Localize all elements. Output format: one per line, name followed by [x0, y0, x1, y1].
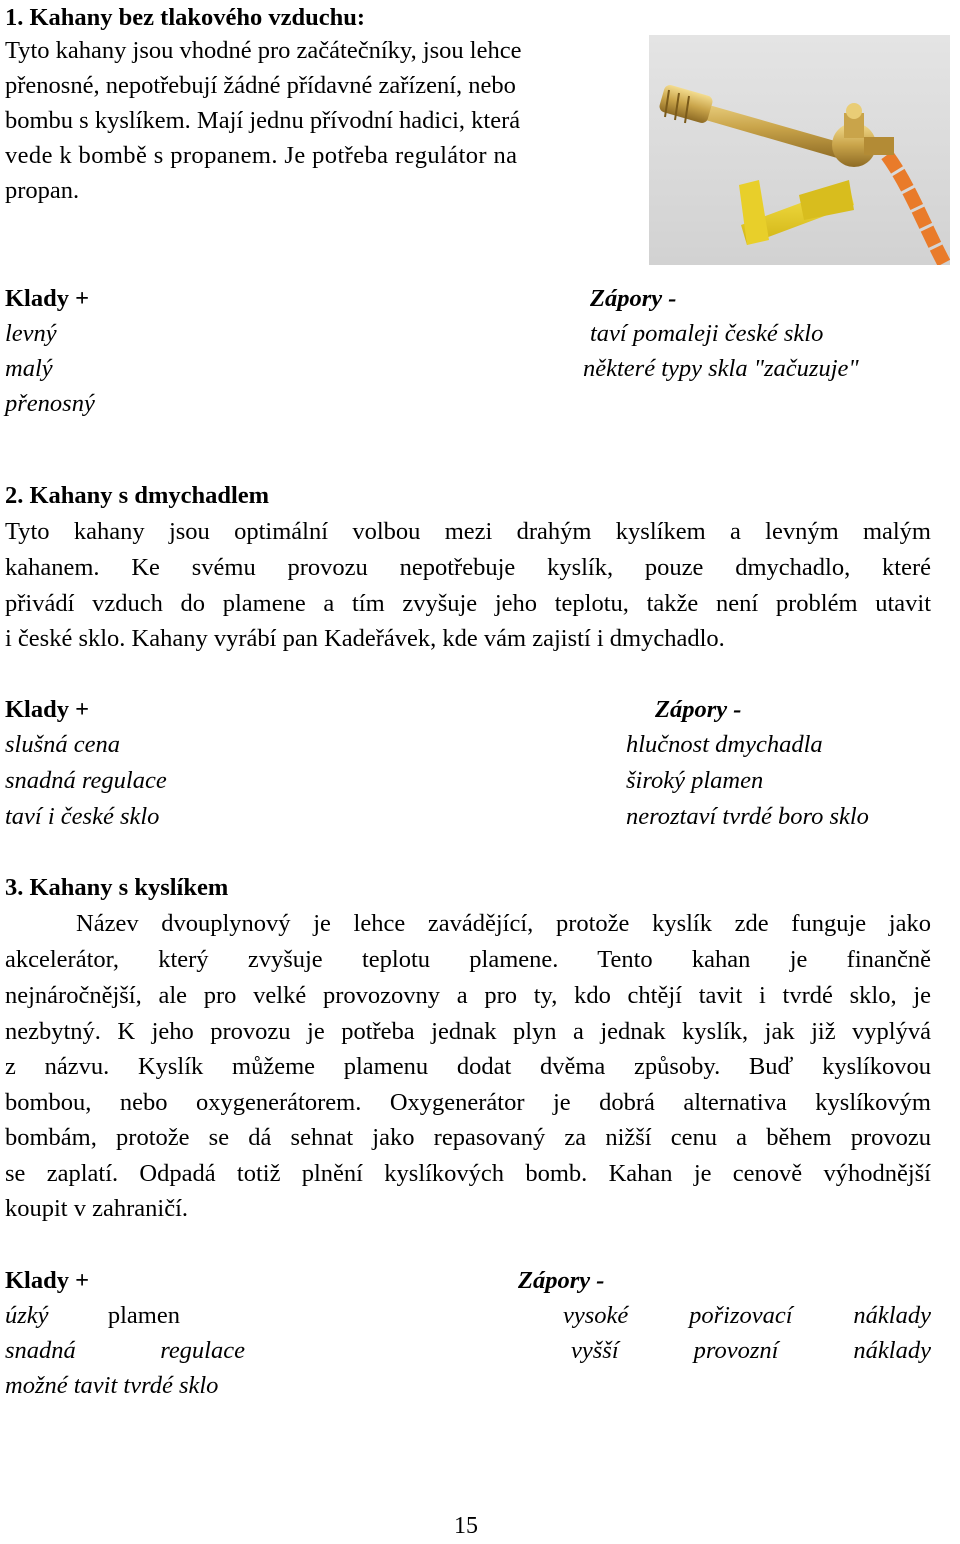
section3-pro-2-a: snadná	[5, 1337, 76, 1364]
section3-pro-3: možné tavit tvrdé sklo	[5, 1372, 219, 1399]
section3-line-9: koupit v zahraničí.	[5, 1195, 189, 1222]
section1-line-3: bombu s kyslíkem. Mají jednu přívodní hadici, která	[5, 107, 521, 134]
section3-con-2: vyšší provozní náklady	[571, 1337, 931, 1364]
section2-line-2: kahanem. Ke svému provozu nepotřebuje kyslík, pouze dmychadlo, které	[5, 554, 931, 581]
section2-pros-label: Klady +	[5, 696, 90, 723]
section3-line-3: nejnáročnější, ale pro velké provozovny a pro ty, kdo chtějí tavit i tvrdé sklo, je	[5, 982, 931, 1009]
torch-photo	[649, 35, 950, 265]
section1-pro-2: malý	[5, 355, 53, 382]
section3-line-7: bombám, protože se dá sehnat jako repasovaný za nižší cenu a během provozu	[5, 1124, 931, 1151]
section3-con-1: vysoké pořizovací náklady	[563, 1302, 931, 1329]
section3-pro-1-a: úzký	[5, 1302, 49, 1329]
section2-line-4: i české sklo. Kahany vyrábí pan Kadeřávek, kde vám zajistí i dmychadlo.	[5, 625, 725, 652]
section1-pro-1: levný	[5, 320, 57, 347]
section3-line-6: bombou, nebo oxygenerátorem. Oxygenerátor je dobrá alternativa kyslíkovým	[5, 1089, 931, 1116]
section3-pro-1-b: plamen	[107, 1302, 180, 1329]
section1-line-4: vede k bombě s propanem. Je potřeba regulátor na	[5, 142, 518, 169]
section2-line-3: přivádí vzduch do plamene a tím zvyšuje jeho teplotu, takže není problém utavit	[5, 590, 931, 617]
section3-pro-1	[5, 1298, 180, 1334]
section1-line-1: Tyto kahany jsou vhodné pro začátečníky, jsou lehce	[5, 37, 522, 64]
section3-pros-label: Klady +	[5, 1267, 90, 1294]
section2-heading: 2. Kahany s dmychadlem	[5, 482, 270, 509]
section3-cons-label: Zápory -	[518, 1267, 605, 1294]
section1-pros-label: Klady +	[5, 285, 90, 312]
section2-pro-2: snadná regulace	[5, 767, 167, 794]
section2-pro-3: taví i české sklo	[5, 803, 160, 830]
section3-heading: 3. Kahany s kyslíkem	[5, 874, 229, 901]
section1-cons-label: Zápory -	[590, 285, 677, 312]
section2-con-1: hlučnost dmychadla	[626, 731, 823, 758]
section1-pro-3: přenosný	[5, 390, 95, 417]
section2-cons-label: Zápory -	[655, 696, 742, 723]
section3-line-4: nezbytný. K jeho provozu je potřeba jednak plyn a jednak kyslík, jak již vyplývá	[5, 1018, 931, 1045]
section1-heading: 1. Kahany bez tlakového vzduchu:	[5, 4, 366, 31]
section3-line-8: se zaplatí. Odpadá totiž plnění kyslíkových bomb. Kahan je cenově výhodnější	[5, 1160, 931, 1187]
section3-line-2: akcelerátor, který zvyšuje teplotu plamene. Tento kahan je finančně	[5, 946, 931, 973]
section1-con-2: některé typy skla "začuzuje"	[583, 355, 859, 382]
section2-pro-1: slušná cena	[5, 731, 120, 758]
section1-line-2: přenosné, nepotřebují žádné přídavné zařízení, nebo	[5, 72, 516, 99]
section2-con-3: neroztaví tvrdé boro sklo	[626, 803, 869, 830]
section1-con-1: taví pomaleji české sklo	[590, 320, 824, 347]
page-number: 15	[454, 1513, 478, 1539]
section3-line-5: z názvu. Kyslík můžeme plamenu dodat dvěma způsoby. Buď kyslíkovou	[5, 1053, 931, 1080]
section3-line-1: Název dvouplynový je lehce zavádějící, protože kyslík zde funguje jako	[76, 910, 931, 937]
section1-line-5: propan.	[5, 177, 80, 204]
section2-line-1: Tyto kahany jsou optimální volbou mezi drahým kyslíkem a levným malým	[5, 518, 931, 545]
section3-pro-2	[5, 1333, 245, 1369]
section3-pro-2-b: regulace	[160, 1337, 245, 1364]
section2-con-2: široký plamen	[626, 767, 764, 794]
